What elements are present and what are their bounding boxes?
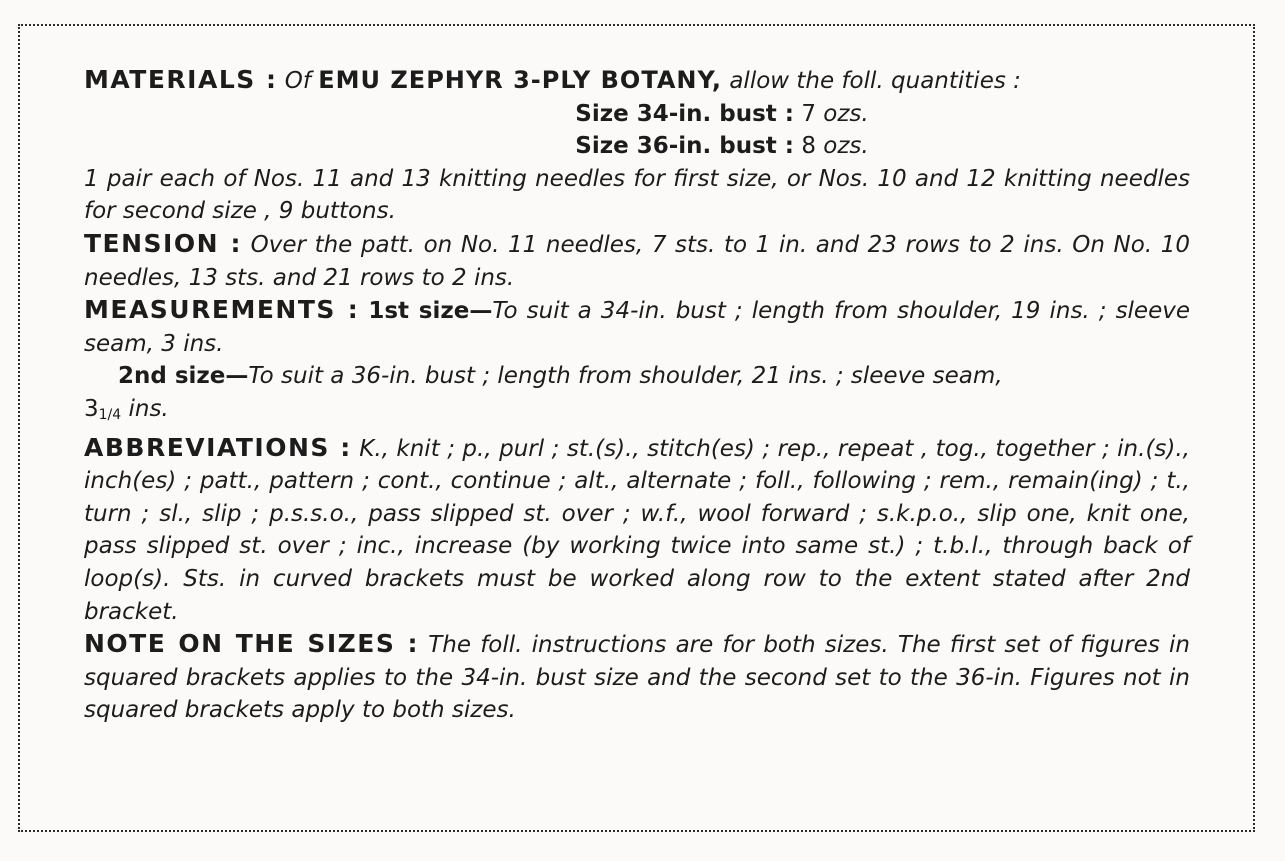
tension-text: Over the patt. on No. 11 needles, 7 sts. to 1 in. and 23 rows to 2 ins. On No. 10 needles, 13 sts. and 21 rows to 2 ins.: [84, 231, 1191, 291]
abbreviations-paragraph: [84, 432, 1190, 629]
needles-text: 1 pair each of Nos. 11 and 13 knitting needles for first size, or Nos. 10 and 12 knitting needles for second size , 9 buttons.: [84, 165, 1190, 225]
size-quantity-row-1: [84, 98, 1190, 131]
size1-label: 1st size—: [368, 298, 493, 325]
size2-last-unit: ins.: [128, 395, 169, 422]
size-qty-unit: ozs.: [823, 133, 869, 160]
pattern-info-block: [84, 64, 1190, 727]
measurements-size2: [84, 360, 1190, 393]
tension-paragraph: [84, 228, 1190, 294]
measurements-size2-end: [84, 393, 1190, 432]
materials-heading: MATERIALS :: [84, 65, 278, 94]
size2-label: 2nd size—: [118, 363, 249, 390]
size-qty-num: 8: [801, 133, 816, 160]
size-quantity-row-2: [84, 130, 1190, 163]
note-paragraph: [84, 628, 1190, 727]
measurements-heading: MEASUREMENTS :: [84, 295, 360, 325]
size1-text: To suit a 34-in. bust ; length from shoulder, 19 ins. ; sleeve seam, 3 ins.: [84, 298, 1190, 357]
size2-text: To suit a 36-in. bust ; length from shoulder, 21 ins. ; sleeve seam,: [248, 363, 1003, 390]
size-label: Size 34-in. bust :: [575, 100, 794, 127]
note-text: The foll. instructions are for both sizes. The first set of figures in squared brackets applies to the 34-in. bust size and the second set to the 36-in. Figures not in squared brackets apply to both sizes.: [84, 632, 1190, 724]
abbreviations-text: K., knit ; p., purl ; st.(s)., stitch(es) ; rep., repeat , tog., together ; in.(s)., inch(es) ; patt., pattern ; cont., continue ; alt., alternate ; foll., following ; rem., remain(ing) ; t., turn ; sl., slip ; p.s.s.o., pass slipped st. over ; w.f., wool forward ; s.k.p.o., slip one, knit one, pass slipped st. over ; inc., increase (by working twice into same st.) ; t.b.l., through back of loop(s). Sts. in curved brackets must be worked along row to the extent stated after 2nd bracket.: [84, 435, 1190, 625]
materials-intro: allow the foll. quantities :: [729, 68, 1021, 94]
size-qty-unit: ozs.: [823, 100, 869, 127]
tension-heading: TENSION :: [84, 228, 243, 258]
note-heading: NOTE ON THE SIZES :: [84, 629, 419, 659]
size-qty-num: 7: [801, 100, 816, 127]
measurements-paragraph: [84, 294, 1190, 360]
size2-last-num: 3: [84, 395, 99, 422]
abbreviations-heading: ABBREVIATIONS :: [84, 432, 352, 462]
materials-of: Of: [284, 68, 311, 94]
size2-last-frac: 1/4: [98, 406, 122, 423]
yarn-name: EMU ZEPHYR 3-PLY BOTANY,: [318, 66, 723, 94]
materials-paragraph: [84, 64, 1190, 98]
size-label: Size 36-in. bust :: [575, 133, 794, 160]
